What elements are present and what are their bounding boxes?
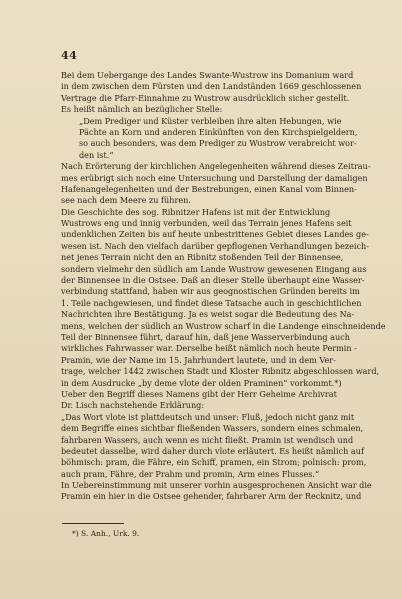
footnote: *) S. Anh., Urk. 9. (72, 529, 140, 538)
text-line: Nachrichten ihre Bestätigung. Ja es weist sogar die Bedeutung des Na- (61, 309, 355, 320)
text-line: mes erübrigt sich noch eine Untersuchung und Darstellung der damaligen (61, 172, 368, 183)
text-line: „Dem Prediger und Küster verbleiben ihre alten Hebungen, wie (79, 115, 342, 126)
text-line: fahrbaren Wassers, auch wenn es nicht fließt. Pramin ist wendisch und (61, 434, 354, 445)
text-line: Es heißt nämlich an bezüglicher Stelle: (61, 104, 223, 115)
text-line: so auch besonders, was dem Prediger zu Wustrow verabreicht wor- (79, 138, 357, 149)
text-line: undenklichen Zeiten bis auf heute unbestrittenes Gebiet dieses Landes ge- (61, 229, 369, 240)
text-line: den ist.“ (79, 149, 114, 160)
text-line: Die Geschichte des sog. Ribnitzer Hafens ist mit der Entwicklung (61, 206, 331, 217)
text-line: Hafenangelegenheiten und der Bestrebungen, einen Kanal vom Binnen- (61, 183, 357, 194)
text-line: 1. Teile nachgewiesen, und findet diese Tatsache auch in geschichtlichen (61, 297, 362, 308)
text-line: Nach Erörterung der kirchlichen Angelegenheiten während dieses Zeitrau- (61, 161, 371, 172)
text-line: wesen ist. Nach den vielfach darüber gepflogenen Verhandlungen bezeich- (61, 240, 369, 251)
body-text (61, 70, 402, 503)
text-line: Pächte an Korn und anderen Einkünften von den Kirchspielgeldern, (79, 126, 358, 137)
text-line: trage, welcher 1442 zwischen Stadt und Kloster Ribnitz abgeschlossen ward, (61, 366, 380, 377)
text-line: Ueber den Begriff dieses Namens gibt der Herr Geheime Archivrat (61, 388, 337, 399)
text-line: in dem Ausdrucke „by deme vlote der olden Praminen“ vorkommt.*) (61, 377, 342, 388)
text-line: auch pram, Fähre, der Prahm und promin, Arm eines Flusses.“ (61, 468, 320, 479)
text-line: wirkliches Fahrwasser war. Derselbe heißt nämlich noch heute Permin - (61, 343, 357, 354)
text-line: Pramin, wie der Name im 15. Jahrhundert lautete, und in dem Ver- (61, 354, 336, 365)
text-line: „Das Wort vlote ist plattdeutsch und unser: Fluß, jedoch nicht ganz mit (61, 411, 355, 422)
footnote-rule (62, 523, 124, 524)
text-line: der Binnensee in die Ostsee. Daß an dieser Stelle überhaupt eine Wasser- (61, 275, 365, 286)
text-line: Teil der Binnensee führt, darauf hin, daß jene Wasserverbindung auch (61, 331, 350, 342)
text-line: net jenes Terrain nicht den an Ribnitz stoßenden Teil der Binnensee, (61, 252, 344, 263)
text-line: sondern vielmehr den südlich am Lande Wustrow gewesenen Eingang aus (61, 263, 367, 274)
text-line: Pramin ein hier in die Ostsee gehender, fahrbarer Arm der Recknitz, und (61, 491, 362, 502)
text-line: In Uebereinstimmung mit unserer vorhin ausgesprochenen Ansicht war die (61, 480, 372, 491)
text-line: bedeutet dasselbe, wird daher durch vlote erläutert. Es heißt nämlich auf (61, 445, 364, 456)
text-line: in dem zwischen dem Fürsten und den Landständen 1669 geschlossenen (61, 81, 362, 92)
text-line: verbindung stattfand, haben wir aus geognostischen Gründen bereits im (61, 286, 360, 297)
text-line: Dr. Lisch nachstehende Erklärung: (61, 400, 205, 411)
page-number: 44 (61, 49, 78, 62)
text-line: böhmisch: pram, die Fähre, ein Schiff, pramen, ein Strom; polnisch: prom, (61, 457, 367, 468)
text-line: Wustrows eng und innig verbunden, weil das Terrain jenes Hafens seit (61, 218, 352, 229)
text-line: Vertrage die Pfarr-Einnahme zu Wustrow ausdrücklich sicher gestellt. (61, 92, 350, 103)
text-line: Bei dem Uebergange des Landes Swante-Wustrow ins Domanium ward (61, 70, 354, 80)
text-line: dem Begriffe eines sichtbar fließenden Wassers, sondern eines schmalen, (61, 423, 364, 434)
text-line: see nach dem Meere zu führen. (61, 195, 191, 206)
text-line: mens, welchen der südlich an Wustrow scharf in die Landenge einschneidende (61, 320, 386, 331)
